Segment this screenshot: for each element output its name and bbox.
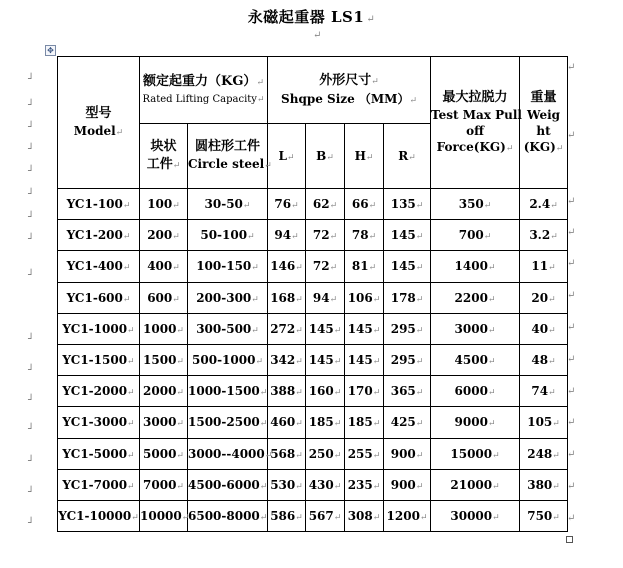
cell-dim-r[interactable]: 900↵ xyxy=(384,469,431,500)
cell-dim-b[interactable]: 72↵ xyxy=(306,220,345,251)
table-row xyxy=(58,220,568,251)
row-end-mark-icon: ↵ xyxy=(567,481,576,492)
cell-dim-r[interactable]: 425↵ xyxy=(384,407,431,438)
cell-dim-b[interactable]: 185↵ xyxy=(306,407,345,438)
cell-weight[interactable]: 11↵ xyxy=(520,251,568,282)
margin-mark-icon: ┘ xyxy=(28,518,35,529)
row-end-mark-icon: ↵ xyxy=(567,322,576,333)
header-weight-en-2: ht xyxy=(536,123,551,138)
cell-block-capacity[interactable]: 2000↵ xyxy=(140,376,188,407)
cell-model[interactable]: YC1-600↵ xyxy=(58,282,140,313)
table-row xyxy=(58,500,568,531)
header-dimensions[interactable] xyxy=(268,57,431,124)
cell-model[interactable]: YC1-10000↵ xyxy=(58,500,140,531)
cell-max-pull[interactable]: 1400↵ xyxy=(431,251,520,282)
margin-mark-icon: ┘ xyxy=(28,74,35,85)
cell-dim-l[interactable]: 342↵ xyxy=(268,344,306,375)
cell-circle-capacity[interactable]: 1000-1500↵ xyxy=(188,376,268,407)
cell-model[interactable]: YC1-400↵ xyxy=(58,251,140,282)
cell-dim-l[interactable]: 530↵ xyxy=(268,469,306,500)
cell-dim-h[interactable]: 255↵ xyxy=(345,438,384,469)
row-end-mark-icon: ↵ xyxy=(567,386,576,397)
header-model-en: Model↵ xyxy=(73,123,124,138)
cell-block-capacity[interactable]: 5000↵ xyxy=(140,438,188,469)
cell-block-capacity[interactable]: 1500↵ xyxy=(140,344,188,375)
header-block[interactable] xyxy=(140,124,188,189)
document-title-text: 永磁起重器 LS1 xyxy=(247,8,365,26)
paragraph-mark-icon: ↵ xyxy=(366,14,376,25)
cell-dim-l[interactable]: 168↵ xyxy=(268,282,306,313)
cell-dim-h[interactable]: 308↵ xyxy=(345,500,384,531)
cell-weight[interactable]: 105↵ xyxy=(520,407,568,438)
cell-block-capacity[interactable]: 600↵ xyxy=(140,282,188,313)
header-weight-en-3: (KG)↵ xyxy=(523,139,564,154)
cell-dim-r[interactable]: 178↵ xyxy=(384,282,431,313)
table-row xyxy=(58,189,568,220)
cell-dim-l[interactable]: 586↵ xyxy=(268,500,306,531)
cell-block-capacity[interactable]: 1000↵ xyxy=(140,313,188,344)
cell-dim-r[interactable]: 145↵ xyxy=(384,220,431,251)
table-row xyxy=(58,313,568,344)
cell-max-pull[interactable]: 6000↵ xyxy=(431,376,520,407)
margin-mark-icon: ┘ xyxy=(28,270,35,281)
row-end-mark-icon: ↵ xyxy=(567,354,576,365)
cell-circle-capacity[interactable]: 200-300↵ xyxy=(188,282,268,313)
cell-dim-l[interactable]: 94↵ xyxy=(268,220,306,251)
header-dim-h[interactable]: H↵ xyxy=(345,124,384,189)
table-row xyxy=(58,251,568,282)
header-circle-en: Circle steel↵ xyxy=(188,157,272,171)
cell-model[interactable]: YC1-3000↵ xyxy=(58,407,140,438)
margin-mark-icon: ┘ xyxy=(28,365,35,376)
cell-dim-b[interactable]: 62↵ xyxy=(306,189,345,220)
margin-mark-icon: ┘ xyxy=(28,100,35,111)
cell-max-pull[interactable]: 3000↵ xyxy=(431,313,520,344)
header-dims-en: Shqpe Size （MM）↵ xyxy=(281,91,417,106)
margin-mark-icon: ┘ xyxy=(28,189,35,200)
table-resize-handle[interactable] xyxy=(566,536,573,543)
margin-mark-icon: ┘ xyxy=(28,144,35,155)
header-rated-capacity[interactable] xyxy=(140,57,268,124)
cell-model[interactable]: YC1-2000↵ xyxy=(58,376,140,407)
row-end-mark-icon: ↵ xyxy=(567,130,576,141)
cell-dim-b[interactable]: 94↵ xyxy=(306,282,345,313)
cell-dim-h[interactable]: 235↵ xyxy=(345,469,384,500)
cell-max-pull[interactable]: 9000↵ xyxy=(431,407,520,438)
table-row xyxy=(58,469,568,500)
cell-weight[interactable]: 2.4↵ xyxy=(520,189,568,220)
cell-dim-r[interactable]: 1200↵ xyxy=(384,500,431,531)
table-row xyxy=(58,282,568,313)
cell-model[interactable]: YC1-1500↵ xyxy=(58,344,140,375)
header-circle[interactable] xyxy=(188,124,272,189)
table-row xyxy=(58,344,568,375)
margin-mark-icon: ┘ xyxy=(28,395,35,406)
cell-weight[interactable]: 74↵ xyxy=(520,376,568,407)
cell-circle-capacity[interactable]: 1500-2500↵ xyxy=(188,407,268,438)
margin-mark-icon: ┘ xyxy=(28,456,35,467)
header-dims-zh: 外形尺寸↵ xyxy=(319,72,379,88)
cell-dim-b[interactable]: 72↵ xyxy=(306,251,345,282)
header-dim-l[interactable]: L↵ xyxy=(268,124,306,189)
cell-circle-capacity[interactable]: 3000--4000↵ xyxy=(188,438,268,469)
cell-dim-h[interactable]: 185↵ xyxy=(345,407,384,438)
margin-mark-icon: ┘ xyxy=(28,122,35,133)
header-pull-en-2: off xyxy=(466,123,484,138)
header-rated-zh: 额定起重力（KG）↵ xyxy=(143,73,264,89)
cell-dim-b[interactable]: 145↵ xyxy=(306,313,345,344)
table-row xyxy=(58,438,568,469)
cell-max-pull[interactable]: 4500↵ xyxy=(431,344,520,375)
cell-dim-b[interactable]: 145↵ xyxy=(306,344,345,375)
document-title xyxy=(0,6,623,27)
cell-dim-r[interactable]: 145↵ xyxy=(384,251,431,282)
cell-block-capacity[interactable]: 200↵ xyxy=(140,220,188,251)
cell-dim-b[interactable]: 430↵ xyxy=(306,469,345,500)
header-max-pull[interactable] xyxy=(431,57,520,189)
cell-dim-r[interactable]: 295↵ xyxy=(384,313,431,344)
row-end-mark-icon: ↵ xyxy=(567,290,576,301)
cell-dim-l[interactable]: 568↵ xyxy=(268,438,306,469)
paragraph-mark-icon: ↵ xyxy=(313,30,322,41)
row-end-mark-icon: ↵ xyxy=(567,227,576,238)
header-weight-zh: 重量 xyxy=(530,89,557,105)
cell-dim-b[interactable]: 567↵ xyxy=(306,500,345,531)
cell-circle-capacity[interactable]: 6500-8000↵ xyxy=(188,500,268,531)
cell-dim-l[interactable]: 460↵ xyxy=(268,407,306,438)
table-row xyxy=(58,407,568,438)
header-rated-en: Rated Lifting Capacity↵ xyxy=(142,93,265,105)
cell-weight[interactable]: 48↵ xyxy=(520,344,568,375)
cell-block-capacity[interactable]: 400↵ xyxy=(140,251,188,282)
table-body xyxy=(58,189,568,532)
cell-model[interactable]: YC1-200↵ xyxy=(58,220,140,251)
cell-model[interactable]: YC1-1000↵ xyxy=(58,313,140,344)
cell-block-capacity[interactable]: 10000↵ xyxy=(140,500,188,531)
header-dim-r[interactable]: R↵ xyxy=(384,124,431,189)
margin-mark-icon: ┘ xyxy=(28,212,35,223)
cell-circle-capacity[interactable]: 50-100↵ xyxy=(188,220,268,251)
row-end-mark-icon: ↵ xyxy=(567,258,576,269)
cell-block-capacity[interactable]: 100↵ xyxy=(140,189,188,220)
cell-dim-b[interactable]: 160↵ xyxy=(306,376,345,407)
cell-weight[interactable]: 380↵ xyxy=(520,469,568,500)
margin-mark-icon: ┘ xyxy=(28,166,35,177)
header-weight-en-1: Weig xyxy=(526,107,561,122)
cell-circle-capacity[interactable]: 300-500↵ xyxy=(188,313,268,344)
header-row-1 xyxy=(58,57,568,124)
cell-max-pull[interactable]: 2200↵ xyxy=(431,282,520,313)
row-end-mark-icon: ↵ xyxy=(567,513,576,524)
cell-max-pull[interactable]: 30000↵ xyxy=(431,500,520,531)
header-pull-en-3: Force(KG)↵ xyxy=(436,139,514,154)
cell-dim-r[interactable]: 135↵ xyxy=(384,189,431,220)
margin-mark-icon: ┘ xyxy=(28,424,35,435)
row-end-mark-icon: ↵ xyxy=(567,449,576,460)
cell-dim-l[interactable]: 76↵ xyxy=(268,189,306,220)
cell-model[interactable]: YC1-5000↵ xyxy=(58,438,140,469)
cell-max-pull[interactable]: 15000↵ xyxy=(431,438,520,469)
cell-weight[interactable]: 3.2↵ xyxy=(520,220,568,251)
header-block-zh-1: 块状 xyxy=(150,138,177,154)
cell-dim-h[interactable]: 145↵ xyxy=(345,313,384,344)
cell-dim-h[interactable]: 66↵ xyxy=(345,189,384,220)
cell-dim-h[interactable]: 78↵ xyxy=(345,220,384,251)
cell-dim-b[interactable]: 250↵ xyxy=(306,438,345,469)
margin-mark-icon: ┘ xyxy=(28,234,35,245)
margin-mark-icon: ┘ xyxy=(28,487,35,498)
header-block-zh-2: 工件↵ xyxy=(146,156,181,172)
cell-dim-r[interactable]: 365↵ xyxy=(384,376,431,407)
cell-max-pull[interactable]: 700↵ xyxy=(431,220,520,251)
cell-block-capacity[interactable]: 3000↵ xyxy=(140,407,188,438)
table-row xyxy=(58,376,568,407)
cell-dim-h[interactable]: 170↵ xyxy=(345,376,384,407)
cell-dim-l[interactable]: 272↵ xyxy=(268,313,306,344)
header-dim-b[interactable]: B↵ xyxy=(306,124,345,189)
cell-block-capacity[interactable]: 7000↵ xyxy=(140,469,188,500)
spec-table xyxy=(57,56,568,532)
header-model[interactable] xyxy=(58,57,140,189)
cell-model[interactable]: YC1-100↵ xyxy=(58,189,140,220)
cell-dim-l[interactable]: 388↵ xyxy=(268,376,306,407)
cell-circle-capacity[interactable]: 4500-6000↵ xyxy=(188,469,268,500)
cell-dim-h[interactable]: 81↵ xyxy=(345,251,384,282)
row-end-mark-icon: ↵ xyxy=(567,196,576,207)
header-model-zh: 型号 xyxy=(85,105,112,121)
row-end-mark-icon: ↵ xyxy=(567,417,576,428)
cell-dim-r[interactable]: 295↵ xyxy=(384,344,431,375)
row-end-mark-icon: ↵ xyxy=(567,62,576,73)
header-pull-en-1: Test Max Pull xyxy=(431,107,522,122)
cell-weight[interactable]: 20↵ xyxy=(520,282,568,313)
cell-max-pull[interactable]: 21000↵ xyxy=(431,469,520,500)
cell-circle-capacity[interactable]: 30-50↵ xyxy=(188,189,268,220)
header-pull-zh: 最大拉脱力 xyxy=(442,89,508,105)
cell-model[interactable]: YC1-7000↵ xyxy=(58,469,140,500)
cell-circle-capacity[interactable]: 500-1000↵ xyxy=(188,344,268,375)
table-move-handle-icon[interactable]: ✥ xyxy=(45,45,56,56)
margin-mark-icon: ┘ xyxy=(28,334,35,345)
cell-max-pull[interactable]: 350↵ xyxy=(431,189,520,220)
cell-weight[interactable]: 248↵ xyxy=(520,438,568,469)
cell-dim-h[interactable]: 106↵ xyxy=(345,282,384,313)
cell-dim-h[interactable]: 145↵ xyxy=(345,344,384,375)
header-circle-zh: 圆柱形工件 xyxy=(195,139,261,154)
cell-weight[interactable]: 40↵ xyxy=(520,313,568,344)
cell-dim-r[interactable]: 900↵ xyxy=(384,438,431,469)
cell-circle-capacity[interactable]: 100-150↵ xyxy=(188,251,268,282)
cell-dim-l[interactable]: 146↵ xyxy=(268,251,306,282)
cell-weight[interactable]: 750↵ xyxy=(520,500,568,531)
header-weight[interactable] xyxy=(520,57,568,189)
